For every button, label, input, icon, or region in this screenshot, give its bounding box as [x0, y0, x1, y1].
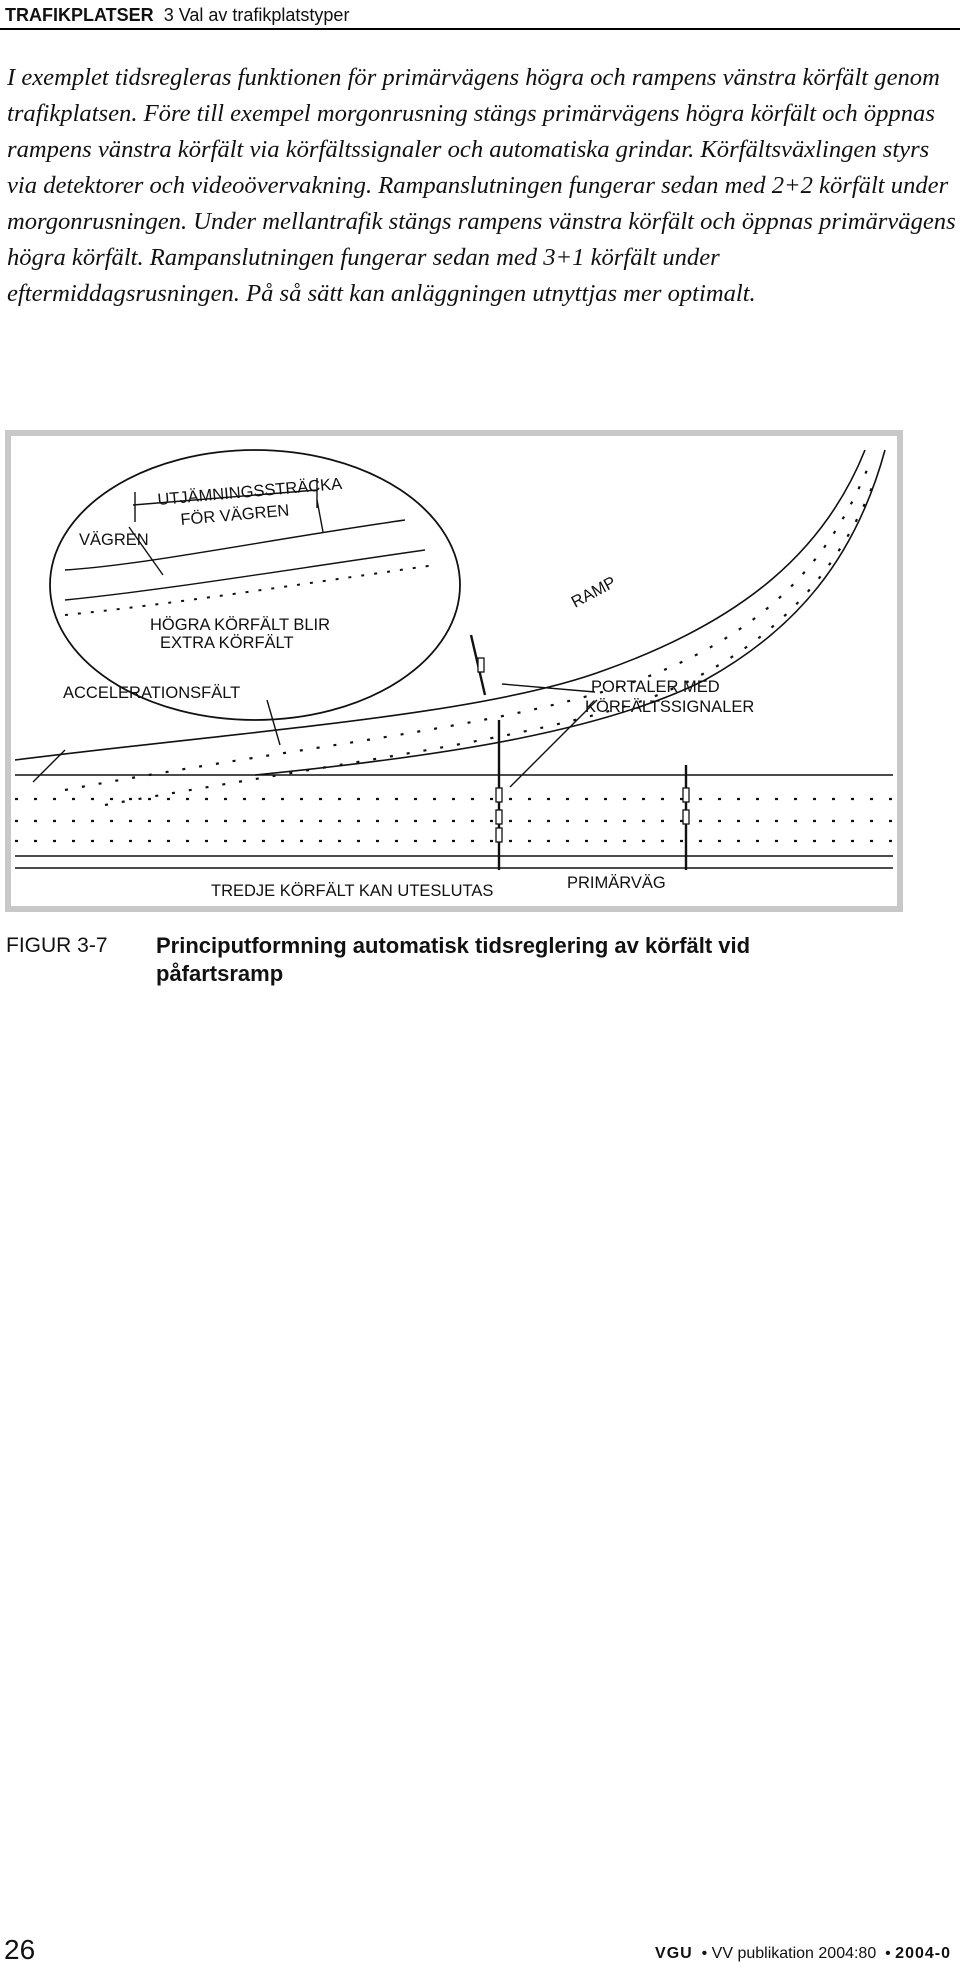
page-number: 26	[4, 1934, 36, 1965]
label-utjamning-2: FÖR VÄGREN	[179, 501, 291, 529]
label-ramp: RAMP	[568, 573, 619, 612]
label-portaler-2: KÖRFÄLTSSIGNALER	[585, 698, 755, 716]
label-portaler-1: PORTALER MED	[591, 678, 720, 696]
label-vagren: VÄGREN	[79, 531, 149, 549]
footer-publication-title: VV publikation 2004:80	[711, 1945, 877, 1962]
gantry-signal-5	[683, 810, 689, 824]
gantry-ramp-signal	[478, 658, 484, 672]
figure-caption-label: FIGUR 3-7	[6, 934, 108, 957]
gantry-signal-1	[496, 788, 502, 802]
figure-diagram	[5, 430, 903, 912]
header-chapter: 3 Val av trafikplatstyper	[163, 5, 350, 25]
running-header	[5, 2, 960, 28]
footer-vgu: VGU	[655, 1945, 693, 1962]
figure-caption-title: Principutformning automatisk tidsreglering av körfält vid påfartsramp	[156, 933, 751, 986]
header-rule	[0, 28, 960, 30]
diagram-svg	[5, 430, 903, 912]
label-hogra-2: EXTRA KÖRFÄLT	[160, 634, 294, 652]
body-paragraph: I exemplet tidsregleras funktionen för primärvägens högra och rampens vänstra körfält genom trafikplatsen. Före till exempel morgonrusning stängs primärvägens högra körfält och öppnas rampens vänstra körfält via körfältssignaler och automatiska grindar. Körfältsväxlingen styrs via detektorer och videoövervakning. Rampanslutningen fungerar sedan med 2+2 körfält under morgonrusningen. Under mellantrafik stängs rampens vänstra körfält och öppnas primärvägens högra körfält. Rampanslutningen fungerar sedan med 3+1 körfält under eftermiddagsrusningen. På så sätt kan anläggningen utnyttjas mer optimalt.	[7, 64, 956, 307]
footer-edition: 2004-0	[895, 1945, 951, 1962]
gantry-signal-3	[496, 828, 502, 842]
gantry-signal-2	[496, 810, 502, 824]
label-utjamning-1: UTJÄMNINGSSTRÄCKA	[156, 474, 343, 509]
header-section: TRAFIKPLATSER	[5, 5, 154, 25]
footer-publication: VGU • VV publikation 2004:80 • 2004-0	[655, 1945, 951, 1962]
gantry-signal-4	[683, 788, 689, 802]
label-tredje: TREDJE KÖRFÄLT KAN UTESLUTAS	[211, 882, 494, 900]
label-hogra-1: HÖGRA KÖRFÄLT BLIR	[150, 616, 331, 634]
label-acceleration: ACCELERATIONSFÄLT	[63, 684, 241, 702]
label-primarvag: PRIMÄRVÄG	[567, 874, 666, 892]
